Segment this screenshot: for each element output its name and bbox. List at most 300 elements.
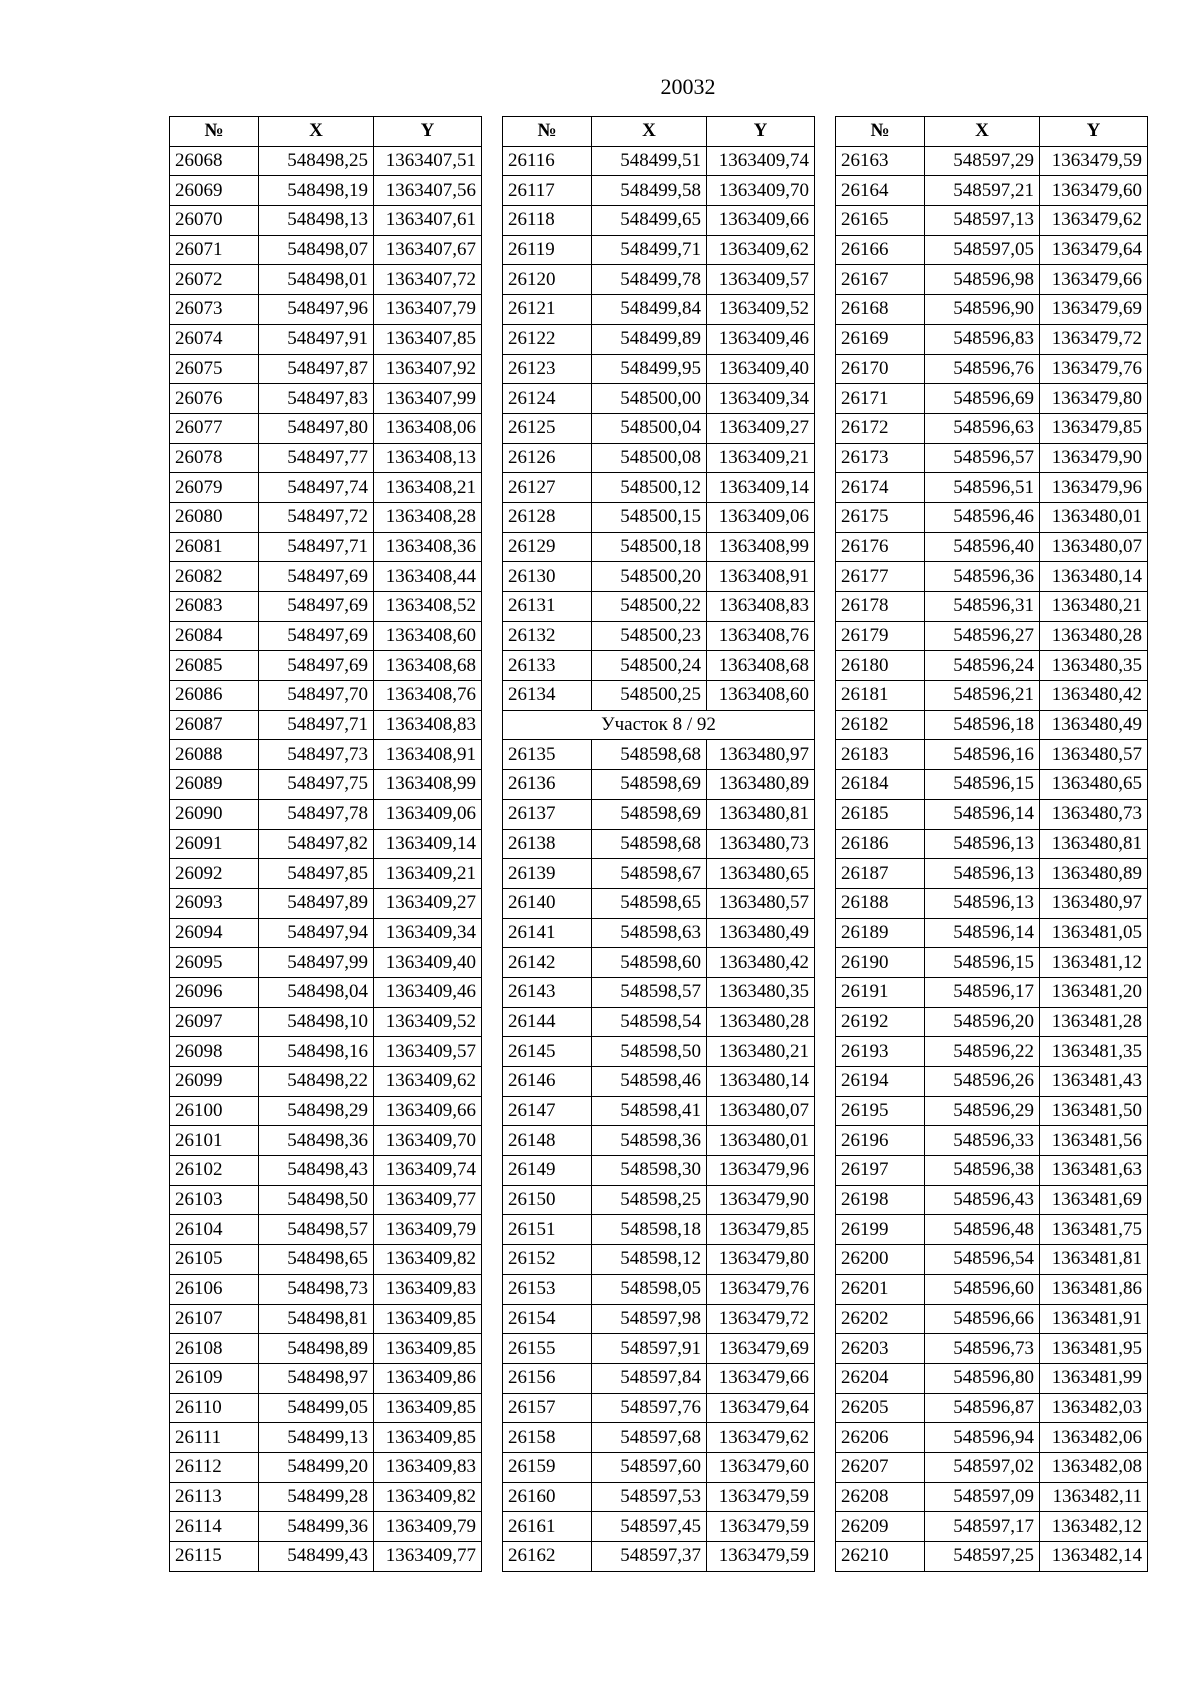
point-number-cell: 26087 — [170, 710, 259, 740]
table-header-row — [170, 117, 482, 147]
table-row — [170, 1215, 482, 1245]
point-number-cell: 26138 — [503, 829, 592, 859]
point-number-cell: 26151 — [503, 1215, 592, 1245]
x-coordinate-cell: 548498,29 — [259, 1096, 374, 1126]
x-coordinate-cell: 548498,19 — [259, 176, 374, 206]
point-number-cell: 26183 — [836, 740, 925, 770]
x-coordinate-cell: 548598,69 — [592, 799, 707, 829]
table-row — [836, 1126, 1148, 1156]
y-coordinate-cell: 1363481,12 — [1040, 948, 1148, 978]
y-coordinate-cell: 1363408,83 — [707, 592, 815, 622]
x-coordinate-cell: 548598,30 — [592, 1156, 707, 1186]
table-row — [836, 621, 1148, 651]
table-row — [170, 1512, 482, 1542]
table-row — [503, 1096, 815, 1126]
x-coordinate-cell: 548596,13 — [925, 829, 1040, 859]
point-number-cell: 26115 — [170, 1542, 259, 1572]
table-row — [836, 265, 1148, 295]
x-coordinate-cell: 548499,13 — [259, 1423, 374, 1453]
table-row — [836, 532, 1148, 562]
table-row — [836, 295, 1148, 325]
point-number-cell: 26123 — [503, 354, 592, 384]
y-coordinate-cell: 1363408,99 — [707, 532, 815, 562]
x-coordinate-cell: 548497,70 — [259, 681, 374, 711]
x-coordinate-cell: 548498,73 — [259, 1274, 374, 1304]
x-coordinate-cell: 548596,13 — [925, 859, 1040, 889]
x-coordinate-cell: 548498,89 — [259, 1334, 374, 1364]
point-number-cell: 26079 — [170, 473, 259, 503]
header-y: Y — [1040, 117, 1148, 147]
point-number-cell: 26111 — [170, 1423, 259, 1453]
x-coordinate-cell: 548596,15 — [925, 770, 1040, 800]
table-row — [836, 1185, 1148, 1215]
x-coordinate-cell: 548500,00 — [592, 384, 707, 414]
table-row — [503, 1156, 815, 1186]
x-coordinate-cell: 548498,07 — [259, 235, 374, 265]
point-number-cell: 26099 — [170, 1067, 259, 1097]
table-row — [503, 1304, 815, 1334]
section-row — [503, 710, 815, 740]
point-number-cell: 26140 — [503, 888, 592, 918]
table-row — [170, 1245, 482, 1275]
coordinates-table-2 — [502, 116, 815, 1572]
point-number-cell: 26154 — [503, 1304, 592, 1334]
point-number-cell: 26152 — [503, 1245, 592, 1275]
table-row — [836, 176, 1148, 206]
x-coordinate-cell: 548498,22 — [259, 1067, 374, 1097]
table-row — [836, 948, 1148, 978]
table-row — [836, 859, 1148, 889]
y-coordinate-cell: 1363480,28 — [707, 1007, 815, 1037]
point-number-cell: 26142 — [503, 948, 592, 978]
table-row — [836, 710, 1148, 740]
x-coordinate-cell: 548597,37 — [592, 1542, 707, 1572]
y-coordinate-cell: 1363407,72 — [374, 265, 482, 295]
x-coordinate-cell: 548596,98 — [925, 265, 1040, 295]
point-number-cell: 26203 — [836, 1334, 925, 1364]
y-coordinate-cell: 1363480,97 — [1040, 888, 1148, 918]
y-coordinate-cell: 1363479,76 — [1040, 354, 1148, 384]
x-coordinate-cell: 548497,89 — [259, 888, 374, 918]
y-coordinate-cell: 1363481,50 — [1040, 1096, 1148, 1126]
table-row — [503, 621, 815, 651]
x-coordinate-cell: 548596,76 — [925, 354, 1040, 384]
header-y: Y — [707, 117, 815, 147]
table-row — [170, 621, 482, 651]
point-number-cell: 26191 — [836, 977, 925, 1007]
point-number-cell: 26153 — [503, 1274, 592, 1304]
y-coordinate-cell: 1363409,85 — [374, 1393, 482, 1423]
y-coordinate-cell: 1363480,14 — [707, 1067, 815, 1097]
y-coordinate-cell: 1363408,06 — [374, 413, 482, 443]
table-row — [836, 1274, 1148, 1304]
point-number-cell: 26083 — [170, 592, 259, 622]
y-coordinate-cell: 1363479,59 — [1040, 146, 1148, 176]
x-coordinate-cell: 548596,43 — [925, 1185, 1040, 1215]
point-number-cell: 26137 — [503, 799, 592, 829]
y-coordinate-cell: 1363409,46 — [374, 977, 482, 1007]
point-number-cell: 26107 — [170, 1304, 259, 1334]
y-coordinate-cell: 1363482,08 — [1040, 1452, 1148, 1482]
table-row — [170, 948, 482, 978]
x-coordinate-cell: 548500,25 — [592, 681, 707, 711]
point-number-cell: 26157 — [503, 1393, 592, 1423]
point-number-cell: 26172 — [836, 413, 925, 443]
point-number-cell: 26082 — [170, 562, 259, 592]
point-number-cell: 26188 — [836, 888, 925, 918]
section-label: Участок 8 / 92 — [503, 710, 815, 740]
point-number-cell: 26195 — [836, 1096, 925, 1126]
x-coordinate-cell: 548498,43 — [259, 1156, 374, 1186]
table-row — [836, 1096, 1148, 1126]
y-coordinate-cell: 1363480,81 — [1040, 829, 1148, 859]
table-row — [170, 1185, 482, 1215]
table-row — [503, 859, 815, 889]
table-row — [170, 592, 482, 622]
table-row — [170, 413, 482, 443]
y-coordinate-cell: 1363409,77 — [374, 1542, 482, 1572]
table-header-row — [503, 117, 815, 147]
y-coordinate-cell: 1363409,85 — [374, 1423, 482, 1453]
x-coordinate-cell: 548497,91 — [259, 324, 374, 354]
point-number-cell: 26144 — [503, 1007, 592, 1037]
x-coordinate-cell: 548498,10 — [259, 1007, 374, 1037]
table-row — [503, 146, 815, 176]
point-number-cell: 26210 — [836, 1542, 925, 1572]
x-coordinate-cell: 548596,83 — [925, 324, 1040, 354]
point-number-cell: 26075 — [170, 354, 259, 384]
point-number-cell: 26071 — [170, 235, 259, 265]
point-number-cell: 26206 — [836, 1423, 925, 1453]
y-coordinate-cell: 1363481,05 — [1040, 918, 1148, 948]
point-number-cell: 26200 — [836, 1245, 925, 1275]
point-number-cell: 26070 — [170, 206, 259, 236]
y-coordinate-cell: 1363481,86 — [1040, 1274, 1148, 1304]
point-number-cell: 26128 — [503, 502, 592, 532]
y-coordinate-cell: 1363482,14 — [1040, 1542, 1148, 1572]
y-coordinate-cell: 1363409,66 — [707, 206, 815, 236]
y-coordinate-cell: 1363479,60 — [1040, 176, 1148, 206]
y-coordinate-cell: 1363481,81 — [1040, 1245, 1148, 1275]
y-coordinate-cell: 1363407,85 — [374, 324, 482, 354]
x-coordinate-cell: 548596,90 — [925, 295, 1040, 325]
table-row — [503, 681, 815, 711]
point-number-cell: 26090 — [170, 799, 259, 829]
y-coordinate-cell: 1363409,85 — [374, 1334, 482, 1364]
y-coordinate-cell: 1363480,28 — [1040, 621, 1148, 651]
x-coordinate-cell: 548596,14 — [925, 918, 1040, 948]
point-number-cell: 26170 — [836, 354, 925, 384]
point-number-cell: 26189 — [836, 918, 925, 948]
x-coordinate-cell: 548597,68 — [592, 1423, 707, 1453]
y-coordinate-cell: 1363409,79 — [374, 1512, 482, 1542]
point-number-cell: 26141 — [503, 918, 592, 948]
table-row — [503, 324, 815, 354]
y-coordinate-cell: 1363408,52 — [374, 592, 482, 622]
x-coordinate-cell: 548497,69 — [259, 592, 374, 622]
point-number-cell: 26072 — [170, 265, 259, 295]
page-number: 20032 — [660, 74, 716, 99]
header-number: № — [170, 117, 259, 147]
x-coordinate-cell: 548598,68 — [592, 740, 707, 770]
x-coordinate-cell: 548500,22 — [592, 592, 707, 622]
table-row — [503, 1037, 815, 1067]
y-coordinate-cell: 1363479,80 — [707, 1245, 815, 1275]
header-x: X — [259, 117, 374, 147]
point-number-cell: 26089 — [170, 770, 259, 800]
x-coordinate-cell: 548596,57 — [925, 443, 1040, 473]
y-coordinate-cell: 1363480,89 — [1040, 859, 1148, 889]
point-number-cell: 26119 — [503, 235, 592, 265]
y-coordinate-cell: 1363409,74 — [374, 1156, 482, 1186]
x-coordinate-cell: 548598,69 — [592, 770, 707, 800]
x-coordinate-cell: 548499,51 — [592, 146, 707, 176]
x-coordinate-cell: 548497,75 — [259, 770, 374, 800]
point-number-cell: 26150 — [503, 1185, 592, 1215]
point-number-cell: 26155 — [503, 1334, 592, 1364]
table-row — [503, 502, 815, 532]
point-number-cell: 26130 — [503, 562, 592, 592]
point-number-cell: 26168 — [836, 295, 925, 325]
y-coordinate-cell: 1363479,72 — [1040, 324, 1148, 354]
point-number-cell: 26081 — [170, 532, 259, 562]
y-coordinate-cell: 1363480,21 — [707, 1037, 815, 1067]
y-coordinate-cell: 1363482,03 — [1040, 1393, 1148, 1423]
y-coordinate-cell: 1363408,60 — [707, 681, 815, 711]
table-row — [170, 1482, 482, 1512]
x-coordinate-cell: 548497,69 — [259, 651, 374, 681]
x-coordinate-cell: 548596,27 — [925, 621, 1040, 651]
x-coordinate-cell: 548596,63 — [925, 413, 1040, 443]
point-number-cell: 26192 — [836, 1007, 925, 1037]
x-coordinate-cell: 548596,66 — [925, 1304, 1040, 1334]
y-coordinate-cell: 1363480,35 — [1040, 651, 1148, 681]
y-coordinate-cell: 1363479,76 — [707, 1274, 815, 1304]
y-coordinate-cell: 1363409,40 — [707, 354, 815, 384]
x-coordinate-cell: 548497,74 — [259, 473, 374, 503]
point-number-cell: 26122 — [503, 324, 592, 354]
y-coordinate-cell: 1363480,01 — [707, 1126, 815, 1156]
point-number-cell: 26106 — [170, 1274, 259, 1304]
table-row — [170, 473, 482, 503]
table-row — [503, 1542, 815, 1572]
x-coordinate-cell: 548597,53 — [592, 1482, 707, 1512]
table-row — [836, 1245, 1148, 1275]
point-number-cell: 26159 — [503, 1452, 592, 1482]
y-coordinate-cell: 1363480,49 — [1040, 710, 1148, 740]
table-row — [170, 829, 482, 859]
table-row — [836, 1156, 1148, 1186]
table-row — [836, 651, 1148, 681]
y-coordinate-cell: 1363479,90 — [1040, 443, 1148, 473]
y-coordinate-cell: 1363479,69 — [707, 1334, 815, 1364]
point-number-cell: 26118 — [503, 206, 592, 236]
table-row — [836, 354, 1148, 384]
y-coordinate-cell: 1363409,27 — [707, 413, 815, 443]
table-row — [836, 1007, 1148, 1037]
x-coordinate-cell: 548497,71 — [259, 710, 374, 740]
y-coordinate-cell: 1363479,80 — [1040, 384, 1148, 414]
y-coordinate-cell: 1363481,99 — [1040, 1363, 1148, 1393]
table-row — [836, 562, 1148, 592]
table-row — [170, 1423, 482, 1453]
x-coordinate-cell: 548499,95 — [592, 354, 707, 384]
table-row — [170, 206, 482, 236]
table-row — [836, 1452, 1148, 1482]
x-coordinate-cell: 548498,97 — [259, 1363, 374, 1393]
x-coordinate-cell: 548597,29 — [925, 146, 1040, 176]
y-coordinate-cell: 1363409,06 — [707, 502, 815, 532]
point-number-cell: 26207 — [836, 1452, 925, 1482]
y-coordinate-cell: 1363409,85 — [374, 1304, 482, 1334]
x-coordinate-cell: 548498,01 — [259, 265, 374, 295]
y-coordinate-cell: 1363479,64 — [707, 1393, 815, 1423]
x-coordinate-cell: 548598,65 — [592, 888, 707, 918]
y-coordinate-cell: 1363481,69 — [1040, 1185, 1148, 1215]
point-number-cell: 26184 — [836, 770, 925, 800]
x-coordinate-cell: 548596,22 — [925, 1037, 1040, 1067]
table-row — [503, 1363, 815, 1393]
point-number-cell: 26078 — [170, 443, 259, 473]
y-coordinate-cell: 1363409,74 — [707, 146, 815, 176]
table-row — [170, 1007, 482, 1037]
y-coordinate-cell: 1363482,06 — [1040, 1423, 1148, 1453]
point-number-cell: 26132 — [503, 621, 592, 651]
table-row — [503, 1215, 815, 1245]
table-row — [503, 235, 815, 265]
y-coordinate-cell: 1363479,69 — [1040, 295, 1148, 325]
y-coordinate-cell: 1363479,66 — [1040, 265, 1148, 295]
y-coordinate-cell: 1363479,62 — [707, 1423, 815, 1453]
x-coordinate-cell: 548498,16 — [259, 1037, 374, 1067]
point-number-cell: 26133 — [503, 651, 592, 681]
y-coordinate-cell: 1363479,72 — [707, 1304, 815, 1334]
y-coordinate-cell: 1363409,83 — [374, 1274, 482, 1304]
point-number-cell: 26069 — [170, 176, 259, 206]
point-number-cell: 26201 — [836, 1274, 925, 1304]
x-coordinate-cell: 548596,24 — [925, 651, 1040, 681]
x-coordinate-cell: 548499,58 — [592, 176, 707, 206]
x-coordinate-cell: 548499,71 — [592, 235, 707, 265]
y-coordinate-cell: 1363480,42 — [707, 948, 815, 978]
y-coordinate-cell: 1363479,85 — [707, 1215, 815, 1245]
x-coordinate-cell: 548499,43 — [259, 1542, 374, 1572]
y-coordinate-cell: 1363481,20 — [1040, 977, 1148, 1007]
x-coordinate-cell: 548497,80 — [259, 413, 374, 443]
y-coordinate-cell: 1363481,56 — [1040, 1126, 1148, 1156]
y-coordinate-cell: 1363408,21 — [374, 473, 482, 503]
point-number-cell: 26175 — [836, 502, 925, 532]
x-coordinate-cell: 548596,20 — [925, 1007, 1040, 1037]
table-row — [503, 651, 815, 681]
y-coordinate-cell: 1363409,86 — [374, 1363, 482, 1393]
x-coordinate-cell: 548497,94 — [259, 918, 374, 948]
point-number-cell: 26102 — [170, 1156, 259, 1186]
x-coordinate-cell: 548598,68 — [592, 829, 707, 859]
table-row — [836, 977, 1148, 1007]
table-row — [503, 562, 815, 592]
y-coordinate-cell: 1363480,89 — [707, 770, 815, 800]
x-coordinate-cell: 548497,73 — [259, 740, 374, 770]
table-row — [503, 799, 815, 829]
x-coordinate-cell: 548598,25 — [592, 1185, 707, 1215]
y-coordinate-cell: 1363479,90 — [707, 1185, 815, 1215]
point-number-cell: 26103 — [170, 1185, 259, 1215]
y-coordinate-cell: 1363409,52 — [374, 1007, 482, 1037]
x-coordinate-cell: 548498,25 — [259, 146, 374, 176]
table-row — [170, 443, 482, 473]
y-coordinate-cell: 1363480,07 — [707, 1096, 815, 1126]
table-row — [170, 532, 482, 562]
y-coordinate-cell: 1363409,14 — [374, 829, 482, 859]
point-number-cell: 26185 — [836, 799, 925, 829]
point-number-cell: 26120 — [503, 265, 592, 295]
table-row — [170, 265, 482, 295]
point-number-cell: 26209 — [836, 1512, 925, 1542]
y-coordinate-cell: 1363408,44 — [374, 562, 482, 592]
point-number-cell: 26193 — [836, 1037, 925, 1067]
point-number-cell: 26165 — [836, 206, 925, 236]
x-coordinate-cell: 548499,20 — [259, 1452, 374, 1482]
y-coordinate-cell: 1363408,91 — [374, 740, 482, 770]
y-coordinate-cell: 1363479,59 — [707, 1482, 815, 1512]
table-row — [503, 592, 815, 622]
table-row — [836, 740, 1148, 770]
table-row — [836, 1423, 1148, 1453]
point-number-cell: 26114 — [170, 1512, 259, 1542]
table-row — [836, 146, 1148, 176]
header-number: № — [836, 117, 925, 147]
y-coordinate-cell: 1363481,28 — [1040, 1007, 1148, 1037]
y-coordinate-cell: 1363480,65 — [707, 859, 815, 889]
y-coordinate-cell: 1363409,14 — [707, 473, 815, 503]
y-coordinate-cell: 1363480,97 — [707, 740, 815, 770]
y-coordinate-cell: 1363409,70 — [374, 1126, 482, 1156]
x-coordinate-cell: 548596,38 — [925, 1156, 1040, 1186]
y-coordinate-cell: 1363409,27 — [374, 888, 482, 918]
y-coordinate-cell: 1363407,67 — [374, 235, 482, 265]
table-row — [836, 1512, 1148, 1542]
point-number-cell: 26173 — [836, 443, 925, 473]
point-number-cell: 26205 — [836, 1393, 925, 1423]
x-coordinate-cell: 548597,09 — [925, 1482, 1040, 1512]
table-row — [836, 1334, 1148, 1364]
point-number-cell: 26177 — [836, 562, 925, 592]
table-row — [170, 1037, 482, 1067]
x-coordinate-cell: 548500,23 — [592, 621, 707, 651]
table-row — [170, 1274, 482, 1304]
x-coordinate-cell: 548598,60 — [592, 948, 707, 978]
point-number-cell: 26127 — [503, 473, 592, 503]
x-coordinate-cell: 548497,78 — [259, 799, 374, 829]
y-coordinate-cell: 1363409,66 — [374, 1096, 482, 1126]
x-coordinate-cell: 548597,84 — [592, 1363, 707, 1393]
header-number: № — [503, 117, 592, 147]
point-number-cell: 26110 — [170, 1393, 259, 1423]
y-coordinate-cell: 1363407,92 — [374, 354, 482, 384]
y-coordinate-cell: 1363409,62 — [374, 1067, 482, 1097]
y-coordinate-cell: 1363480,35 — [707, 977, 815, 1007]
point-number-cell: 26077 — [170, 413, 259, 443]
y-coordinate-cell: 1363479,62 — [1040, 206, 1148, 236]
y-coordinate-cell: 1363480,65 — [1040, 770, 1148, 800]
x-coordinate-cell: 548499,78 — [592, 265, 707, 295]
point-number-cell: 26162 — [503, 1542, 592, 1572]
table-row — [170, 888, 482, 918]
y-coordinate-cell: 1363479,96 — [707, 1156, 815, 1186]
point-number-cell: 26117 — [503, 176, 592, 206]
point-number-cell: 26156 — [503, 1363, 592, 1393]
